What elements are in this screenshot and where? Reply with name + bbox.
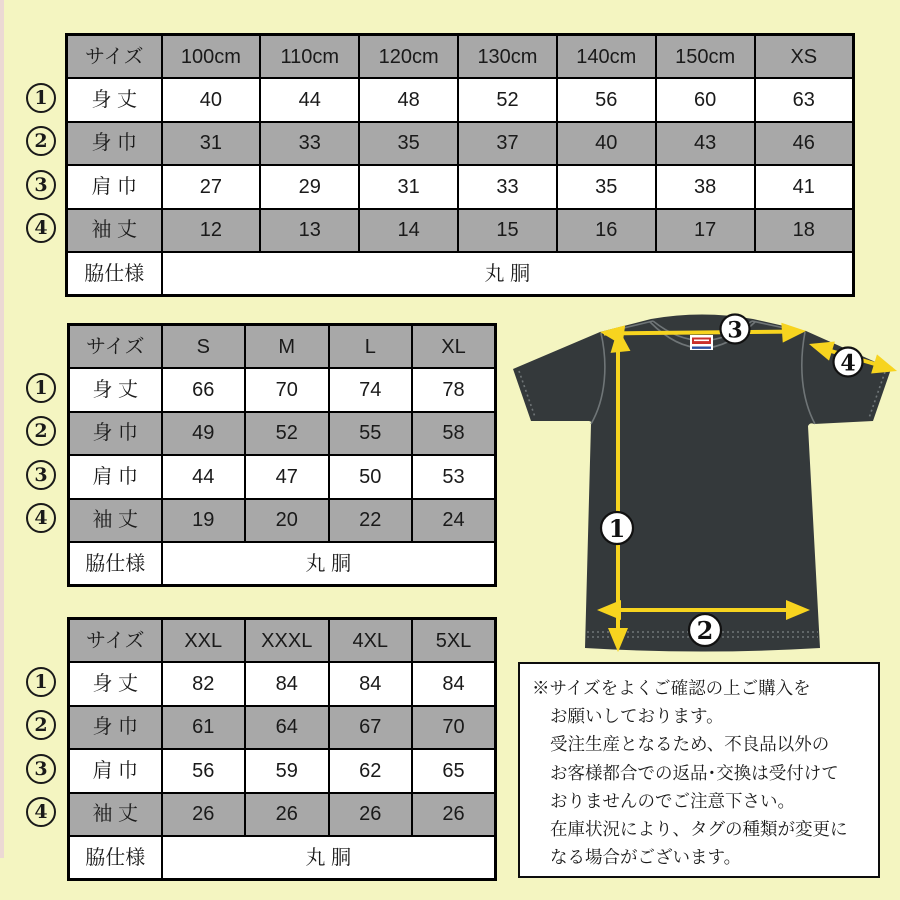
value-cell: 17 [656,209,755,253]
value-cell: 13 [260,209,359,253]
table-footer-row [69,542,496,586]
table-row [69,412,496,456]
size-table-kids [65,33,855,297]
header-cell: 100cm [162,35,261,79]
header-cell: 150cm [656,35,755,79]
marker-2: 2 [696,616,714,645]
value-cell: 62 [329,749,413,793]
header-cell: サイズ [67,35,162,79]
value-cell: 58 [412,412,496,456]
value-cell: 52 [458,78,557,122]
label-cell: 身 丈 [67,78,162,122]
table-header-row [69,619,496,663]
value-cell: 40 [162,78,261,122]
header-cell: 120cm [359,35,458,79]
header-cell: 5XL [412,619,496,663]
label-cell: 身 巾 [69,706,162,750]
table-row [69,499,496,543]
value-cell: 47 [245,455,329,499]
value-cell: 65 [412,749,496,793]
label-cell: 脇仕様 [67,252,162,296]
header-cell: S [162,325,246,369]
value-cell: 78 [412,368,496,412]
header-cell: 110cm [260,35,359,79]
notice-line: 在庫状況により、タグの種類が変更に [550,819,848,840]
size-table-big [67,617,497,881]
row-marker-1: 1 [26,667,56,697]
table-row [69,368,496,412]
row-marker-4: 4 [26,213,56,243]
brand-tag [690,335,713,350]
value-cell: 53 [412,455,496,499]
value-cell: 35 [557,165,656,209]
notice-line: おりませんのでご注意下さい。 [550,790,795,811]
value-cell: 64 [245,706,329,750]
row-marker-3: 3 [26,754,56,784]
label-cell: 身 巾 [69,412,162,456]
value-cell: 50 [329,455,413,499]
value-cell: 63 [755,78,854,122]
row-marker-2: 2 [26,416,56,446]
row-marker-4: 4 [26,503,56,533]
value-cell: 59 [245,749,329,793]
marker-3: 3 [727,317,743,344]
label-cell: 脇仕様 [69,836,162,880]
value-cell: 61 [162,706,246,750]
value-cell: 84 [329,662,413,706]
value-cell: 19 [162,499,246,543]
value-cell: 55 [329,412,413,456]
purchase-notice-box [518,662,880,878]
table-row [69,793,496,837]
table-footer-row [67,252,854,296]
value-cell: 56 [557,78,656,122]
row-marker-3: 3 [26,460,56,490]
label-cell: 肩 巾 [69,749,162,793]
table-row [69,455,496,499]
value-cell: 18 [755,209,854,253]
value-cell: 52 [245,412,329,456]
marker-1: 1 [608,514,626,543]
notice-line: ※サイズをよくご確認の上ご購入を [532,678,811,698]
row-marker-1: 1 [26,373,56,403]
notice-line: 受注生産となるため、不良品以外の [550,734,830,755]
label-cell: 脇仕様 [69,542,162,586]
value-cell: 49 [162,412,246,456]
value-cell: 33 [458,165,557,209]
value-cell: 82 [162,662,246,706]
header-cell: サイズ [69,325,162,369]
table-row [69,662,496,706]
value-cell: 26 [329,793,413,837]
row-marker-2: 2 [26,126,56,156]
value-cell: 26 [245,793,329,837]
header-cell: サイズ [69,619,162,663]
merged-value-cell: 丸 胴 [162,542,496,586]
notice-line: お願いしております。 [550,706,724,727]
value-cell: 16 [557,209,656,253]
header-cell: 130cm [458,35,557,79]
value-cell: 40 [557,122,656,166]
value-cell: 84 [245,662,329,706]
value-cell: 60 [656,78,755,122]
table-footer-row [69,836,496,880]
value-cell: 35 [359,122,458,166]
row-marker-3: 3 [26,170,56,200]
table-row [67,78,854,122]
value-cell: 44 [162,455,246,499]
value-cell: 20 [245,499,329,543]
header-cell: XXXL [245,619,329,663]
label-cell: 身 丈 [69,368,162,412]
value-cell: 31 [359,165,458,209]
value-cell: 41 [755,165,854,209]
header-cell: L [329,325,413,369]
merged-value-cell: 丸 胴 [162,836,496,880]
value-cell: 38 [656,165,755,209]
tshirt-measurement-diagram [500,298,900,663]
header-cell: 4XL [329,619,413,663]
label-cell: 身 巾 [67,122,162,166]
value-cell: 12 [162,209,261,253]
table-row [69,706,496,750]
label-cell: 袖 丈 [69,499,162,543]
label-cell: 肩 巾 [67,165,162,209]
value-cell: 24 [412,499,496,543]
notice-line: なる場合がございます。 [550,847,742,868]
value-cell: 26 [412,793,496,837]
marker-4: 4 [840,350,856,377]
value-cell: 27 [162,165,261,209]
label-cell: 肩 巾 [69,455,162,499]
value-cell: 74 [329,368,413,412]
header-cell: XS [755,35,854,79]
label-cell: 袖 丈 [69,793,162,837]
value-cell: 56 [162,749,246,793]
value-cell: 48 [359,78,458,122]
left-edge-strip [0,0,4,858]
header-cell: M [245,325,329,369]
merged-value-cell: 丸 胴 [162,252,854,296]
value-cell: 14 [359,209,458,253]
value-cell: 44 [260,78,359,122]
value-cell: 70 [245,368,329,412]
header-cell: XXL [162,619,246,663]
header-cell: 140cm [557,35,656,79]
row-marker-1: 1 [26,83,56,113]
value-cell: 46 [755,122,854,166]
label-cell: 身 丈 [69,662,162,706]
table-row [67,165,854,209]
value-cell: 15 [458,209,557,253]
table-header-row [69,325,496,369]
table-row [69,749,496,793]
table-row [67,209,854,253]
value-cell: 26 [162,793,246,837]
size-table-adult [67,323,497,587]
value-cell: 67 [329,706,413,750]
value-cell: 37 [458,122,557,166]
value-cell: 31 [162,122,261,166]
value-cell: 66 [162,368,246,412]
value-cell: 84 [412,662,496,706]
table-header-row [67,35,854,79]
row-marker-4: 4 [26,797,56,827]
label-cell: 袖 丈 [67,209,162,253]
value-cell: 29 [260,165,359,209]
value-cell: 33 [260,122,359,166]
notice-line: お客様都合での返品･交換は受付けて [550,762,839,783]
value-cell: 22 [329,499,413,543]
value-cell: 43 [656,122,755,166]
table-row [67,122,854,166]
row-marker-2: 2 [26,710,56,740]
value-cell: 70 [412,706,496,750]
header-cell: XL [412,325,496,369]
